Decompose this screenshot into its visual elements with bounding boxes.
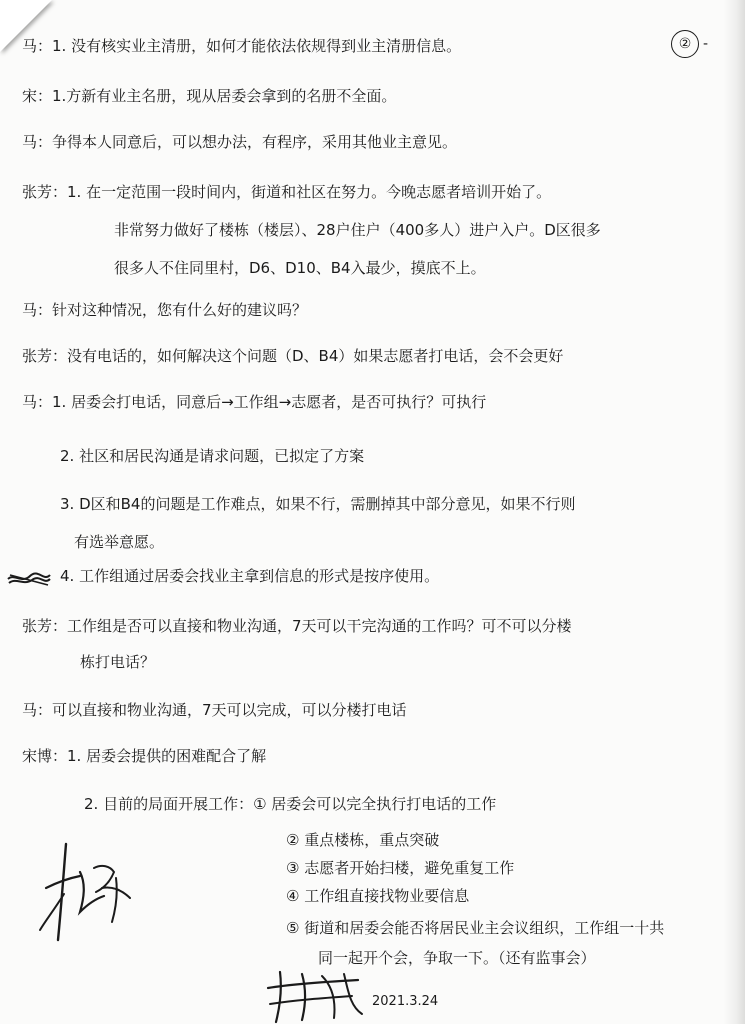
page-number-dash: - [703,36,709,52]
scan-edge-shadow [723,0,745,1024]
note-line: ④ 工作组直接找物业要信息 [286,887,470,905]
note-line: 宋：1.方新有业主名册，现从居委会拿到的名册不全面。 [22,87,397,105]
note-line: 很多人不住同里村，D6、D10、B4入最少，摸底不上。 [114,259,486,277]
note-line: 栋打电话？ [80,653,156,671]
note-line: 张芳：工作组是否可以直接和物业沟通，7天可以干完沟通的工作吗？可不可以分楼 [22,617,572,635]
note-line: 宋博：1. 居委会提供的困难配合了解 [22,747,267,765]
note-line: 有选举意愿。 [74,533,165,551]
note-line: 马：可以直接和物业沟通，7天可以完成，可以分楼打电话 [22,701,407,719]
note-line: ③ 志愿者开始扫楼，避免重复工作 [286,859,515,877]
note-line: 同一起开个会，争取一下。（还有监事会） [318,949,596,967]
struck-out-word [6,570,52,588]
note-line: ② 重点楼栋，重点突破 [286,831,440,849]
note-line: 3. D区和B4的问题是工作难点，如果不行，需删掉其中部分意见，如果不行则 [60,495,576,513]
note-line: 2. 社区和居民沟通是请求问题，已拟定了方案 [60,447,365,465]
note-line: 张芳：1. 在一定范围一段时间内，街道和社区在努力。今晚志愿者培训开始了。 [22,183,552,201]
note-line: 马：1. 居委会打电话，同意后→工作组→志愿者，是否可执行？可执行 [22,393,487,411]
note-line: 张芳：没有电话的，如何解决这个问题（D、B4）如果志愿者打电话，会不会更好 [22,347,564,365]
note-line: 马：争得本人同意后，可以想办法，有程序，采用其他业主意见。 [22,133,458,151]
handwritten-signature [262,966,372,1024]
note-line: 马：针对这种情况，您有什么好的建议吗？ [22,301,308,319]
note-line: 马：1. 没有核实业主清册，如何才能依法依规得到业主清册信息。 [22,37,462,55]
note-line: ⑤ 街道和居委会能否将居民业主会议组织，工作组一十共 [286,919,665,937]
date: 2021.3.24 [372,994,439,1009]
note-line: 2. 目前的局面开展工作：① 居委会可以完全执行打电话的工作 [84,795,497,813]
page-number: ② [671,30,699,58]
note-line: 非常努力做好了楼栋（楼层）、28户住户（400多人）进户入户。D区很多 [114,221,601,239]
note-line: 4. 工作组通过居委会找业主拿到信息的形式是按序使用。 [60,567,440,585]
handwritten-signature [36,838,136,948]
